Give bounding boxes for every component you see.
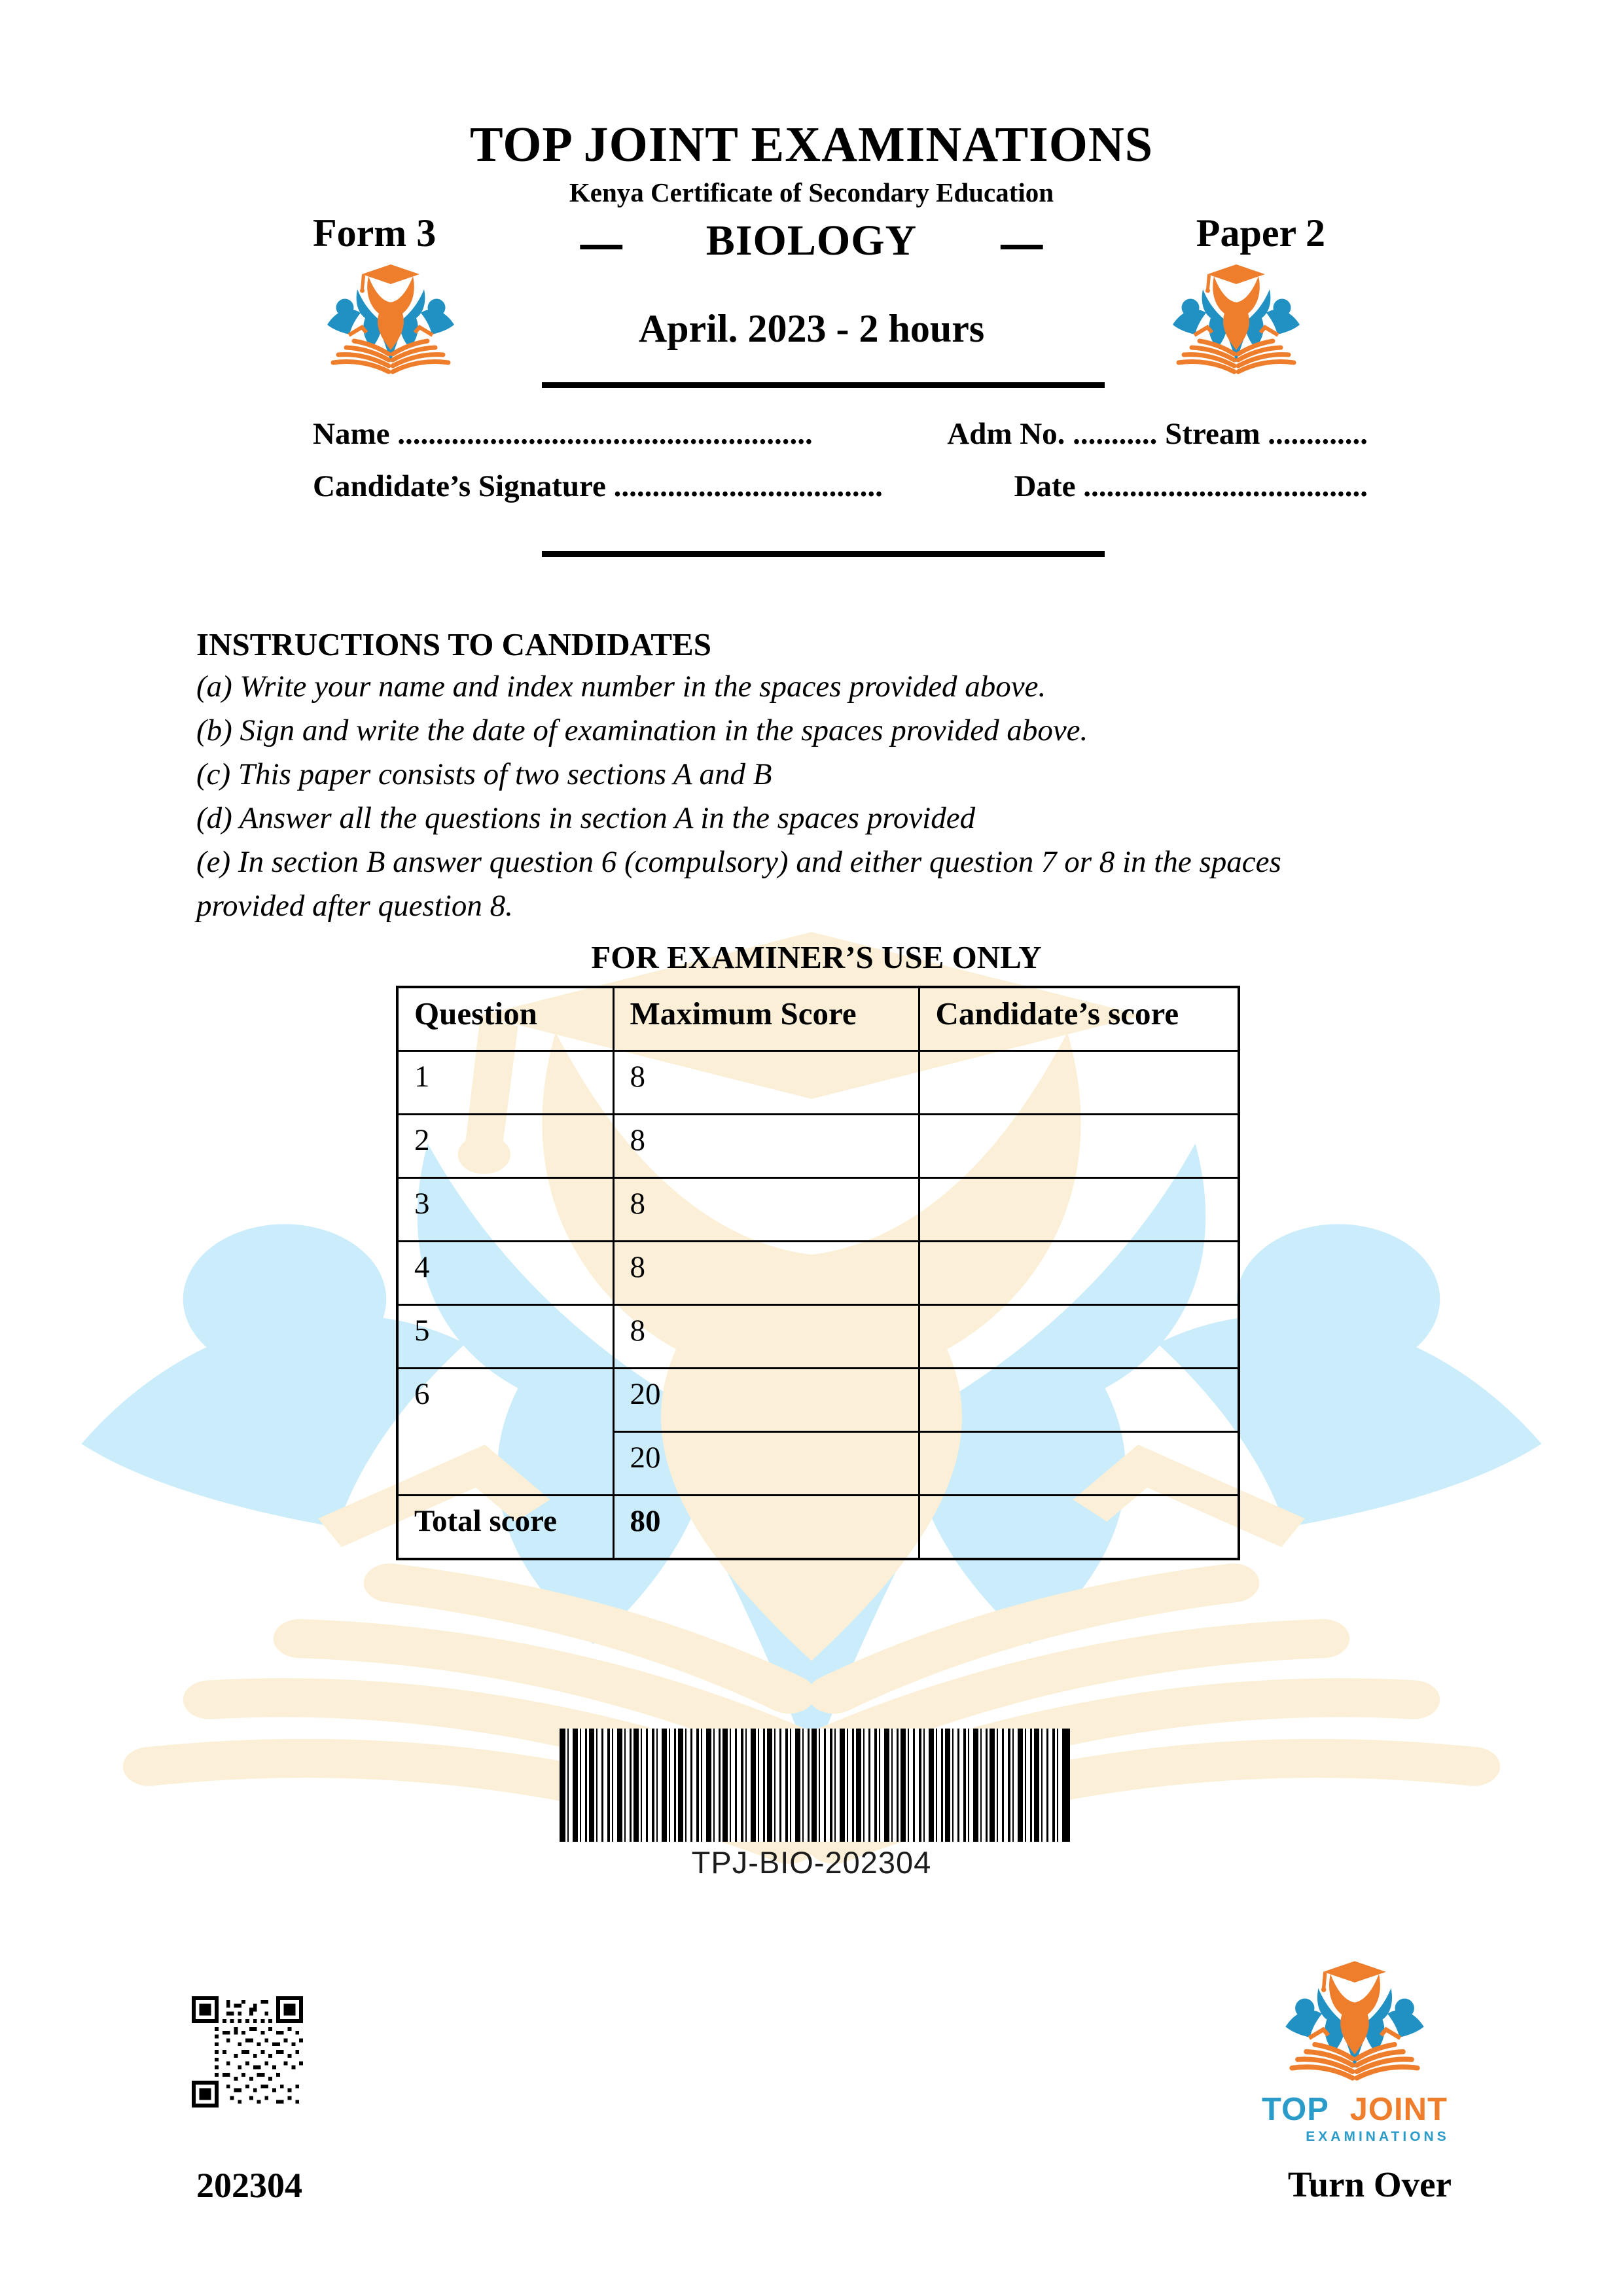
max-score-cell: 20 xyxy=(613,1369,919,1432)
session-line: April. 2023 - 2 hours xyxy=(638,307,985,350)
examiner-title: FOR EXAMINER’S USE ONLY xyxy=(591,939,1042,975)
candidate-score-cell xyxy=(919,1178,1239,1242)
brand-joint-label: JOINT xyxy=(1349,2092,1448,2127)
max-score-cell: 20 xyxy=(613,1432,919,1496)
instruction-item: (b) Sign and write the date of examination in the spaces provided above. xyxy=(196,713,1088,747)
table-row xyxy=(397,1305,1239,1369)
candidate-row-2 xyxy=(313,469,1368,504)
table-header-row xyxy=(397,987,1239,1051)
qr-code-icon xyxy=(192,1996,303,2108)
graduation-book-logo-icon xyxy=(1274,1958,1435,2087)
dash-right: — xyxy=(1001,203,1043,278)
col-question: Question xyxy=(397,987,613,1051)
date-field-line: Date ..................................... xyxy=(1014,469,1368,503)
question-cell: 3 xyxy=(397,1178,613,1242)
question-cell: 1 xyxy=(397,1051,613,1115)
total-label-cell: Total score xyxy=(397,1496,613,1560)
max-score-cell: 8 xyxy=(613,1178,919,1242)
org-title: TOP JOINT EXAMINATIONS xyxy=(470,117,1153,172)
max-score-cell: 8 xyxy=(613,1115,919,1178)
footer-code: 202304 xyxy=(196,2166,302,2205)
barcode-image xyxy=(560,1729,1070,1842)
instructions-title: INSTRUCTIONS TO CANDIDATES xyxy=(196,626,711,662)
question-cell: 4 xyxy=(397,1242,613,1305)
max-score-cell: 8 xyxy=(613,1242,919,1305)
divider-bottom xyxy=(542,551,1105,557)
table-row xyxy=(397,1242,1239,1305)
max-score-cell: 8 xyxy=(613,1051,919,1115)
col-candidate-score: Candidate’s score xyxy=(919,987,1239,1051)
name-field-line: Name ...................................................... xyxy=(313,417,813,451)
turn-over-label: Turn Over xyxy=(1287,2164,1452,2204)
subject-title: BIOLOGY xyxy=(705,217,918,264)
adm-stream-field-line: Adm No. ........... Stream ............. xyxy=(947,417,1368,451)
brand-top-label: TOP xyxy=(1262,2092,1329,2127)
subject-row xyxy=(0,203,1623,278)
col-max-score: Maximum Score xyxy=(613,987,919,1051)
question-cell: 6 xyxy=(397,1369,613,1496)
instruction-item: (c) This paper consists of two sections A and B xyxy=(196,757,772,791)
instruction-item: (d) Answer all the questions in section A in the spaces provided xyxy=(196,801,976,835)
max-score-cell: 8 xyxy=(613,1305,919,1369)
examiner-table-wrap xyxy=(396,986,1240,1560)
qr-code-icon xyxy=(192,1996,303,2108)
kcse-subtitle: Kenya Certificate of Secondary Education xyxy=(569,177,1054,207)
candidate-score-cell xyxy=(919,1051,1239,1115)
table-row xyxy=(397,1115,1239,1178)
instruction-item: (e) In section B answer question 6 (compulsory) and either question 7 or 8 in the spaces provided after question 8. xyxy=(196,845,1281,923)
total-score-cell xyxy=(919,1496,1239,1560)
table-row-total xyxy=(397,1496,1239,1560)
brand-logo-block xyxy=(1237,1958,1472,2145)
examiner-table xyxy=(396,986,1240,1560)
brand-wordmark xyxy=(1237,2091,1472,2128)
form-label: Form 3 xyxy=(313,211,437,255)
candidate-row-1 xyxy=(313,416,1368,452)
candidate-score-cell xyxy=(919,1305,1239,1369)
paper-label: Paper 2 xyxy=(1196,211,1325,255)
total-max-cell: 80 xyxy=(613,1496,919,1560)
candidate-score-cell xyxy=(919,1115,1239,1178)
divider-top xyxy=(542,382,1105,388)
candidate-score-cell xyxy=(919,1369,1239,1432)
table-row xyxy=(397,1178,1239,1242)
candidate-score-cell xyxy=(919,1432,1239,1496)
brand-sub-label: EXAMINATIONS xyxy=(1306,2129,1450,2144)
table-row xyxy=(397,1051,1239,1115)
table-row xyxy=(397,1369,1239,1432)
candidate-score-cell xyxy=(919,1242,1239,1305)
question-cell: 2 xyxy=(397,1115,613,1178)
dash-left: — xyxy=(580,203,622,278)
instructions-list xyxy=(196,665,1368,928)
question-cell: 5 xyxy=(397,1305,613,1369)
instruction-item: (a) Write your name and index number in the spaces provided above. xyxy=(196,670,1046,704)
barcode-label: TPJ-BIO-202304 xyxy=(691,1845,932,1880)
signature-field-line: Candidate’s Signature ................................... xyxy=(313,469,883,503)
